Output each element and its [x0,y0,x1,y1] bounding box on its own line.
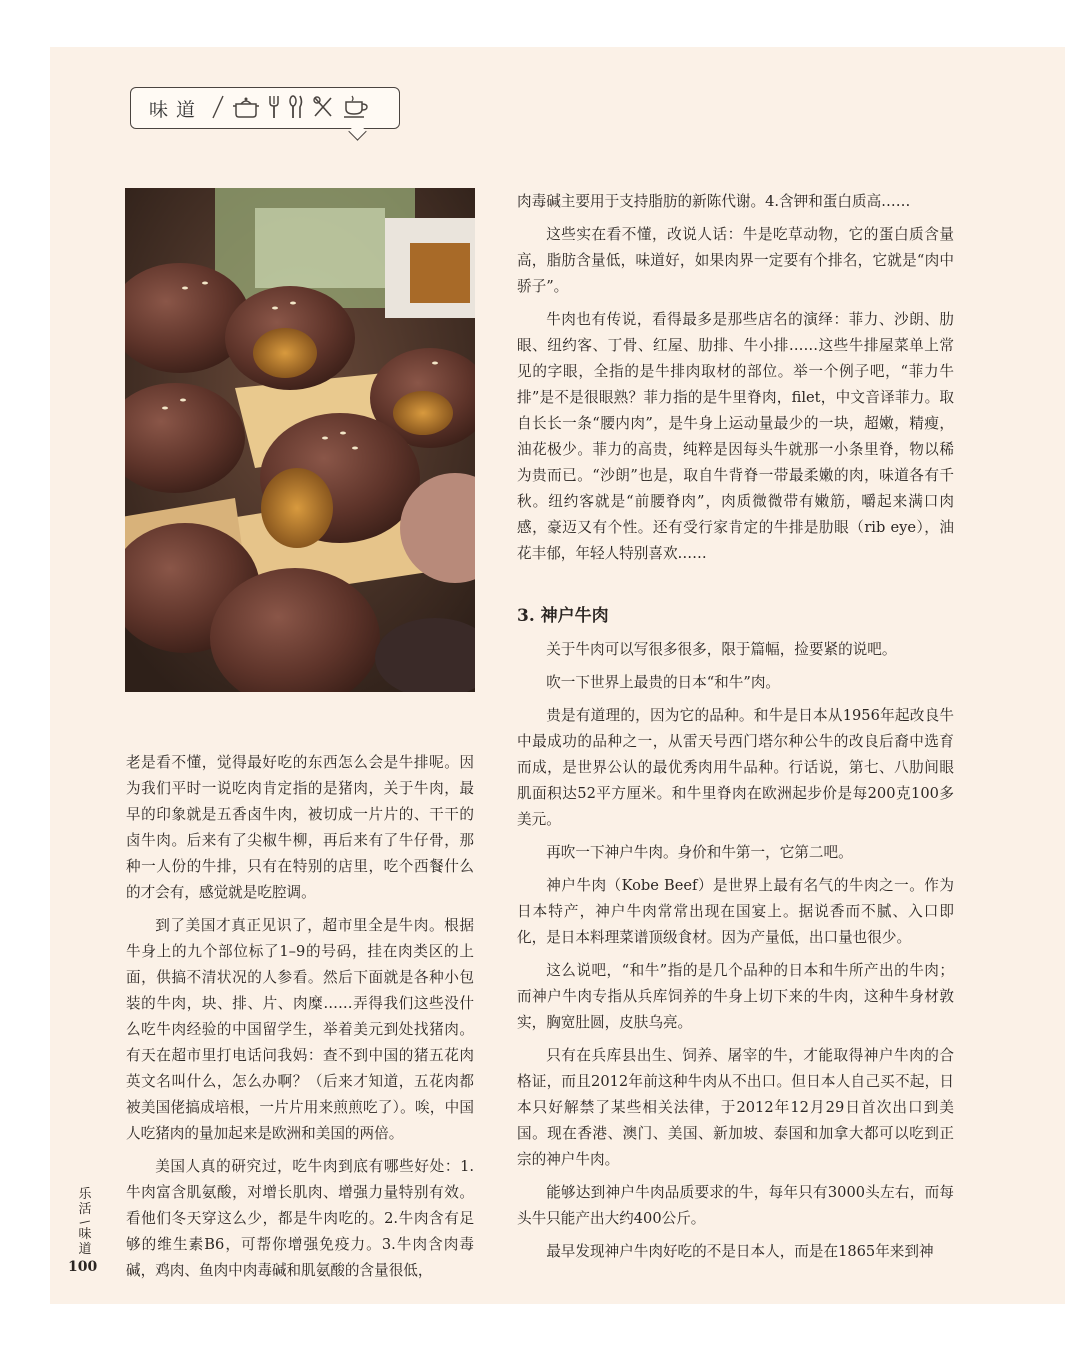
side-label-top: 乐活 [78,1187,92,1217]
teacup-icon [342,94,370,120]
paragraph: 吹一下世界上最贵的日本“和牛”肉。 [546,674,781,691]
paragraph: 关于牛肉可以写很多很多，限于篇幅，捡要紧的说吧。 [546,641,897,658]
side-label-slash: / [77,1216,93,1228]
spoon-knife-icon [288,94,304,120]
paragraph: 这些实在看不懂，改说人话：牛是吃草动物，它的蛋白质含量高，脂肪含量低，味道好，如果肉界一定要有个排名，它就是“肉中骄子”。 [517,226,954,295]
magazine-page [50,47,1065,1304]
paragraph: 老是看不懂，觉得最好吃的东西怎么会是牛排呢。因为我们平时一说吃肉肯定指的是猪肉，关于牛肉，最早的印象就是五香卤牛肉，被切成一片片的、干干的卤牛肉。后来有了尖椒牛柳，再后来有了牛仔骨，那种一人份的牛排，只有在特别的店里，吃个西餐什么的才会有，感觉就是吃腔调。 [126,754,474,901]
right-text-column [517,189,954,1272]
pot-icon [232,94,260,120]
paragraph: 牛肉也有传说，看得最多是那些店名的演绎：菲力、沙朗、肋眼、纽约客、丁骨、红屋、肋排、牛小排……这些牛排屋菜单上常见的字眼，全指的是牛排肉取材的部位。举一个例子吧，“菲力牛排”是不是很眼熟？菲力指的是牛里脊肉，filet，中文音译菲力。取自长长一条“腰内肉”，是牛身上运动量最少的一块，超嫩，精瘦，油花极少。菲力的高贵，纯粹是因每头牛就那一小条里脊，物以稀为贵而已。“沙朗”也是，取自牛背脊一带最柔嫩的肉，味道各有千秋。纽约客就是“前腰脊肉”，肉质微微带有嫩筋，嚼起来满口肉感，豪迈又有个性。还有受行家肯定的牛排是肋眼（rib eye），油花丰郁，年轻人特别喜欢…… [517,311,954,562]
beef-rolls-illustration [125,188,475,692]
paragraph: 神户牛肉（Kobe Beef）是世界上最有名气的牛肉之一。作为日本特产，神户牛肉常常出现在国宴上。据说香而不腻、入口即化，是日本料理菜谱顶级食材。因为产量低，出口量也很少。 [517,877,954,946]
paragraph: 这么说吧，“和牛”指的是几个品种的日本和牛所产出的牛肉；而神户牛肉专指从兵库饲养的牛身上切下来的牛肉，这种牛身材敦实，胸宽肚圆，皮肤乌亮。 [517,962,954,1031]
fork-icon [267,94,281,120]
paragraph: 肉毒碱主要用于支持脂肪的新陈代谢。4.含钾和蛋白质高…… [517,193,911,210]
paragraph: 再吹一下神户牛肉。身价和牛第一，它第二吧。 [546,844,853,861]
header-icon-row [211,92,370,122]
paragraph: 最早发现神户牛肉好吃的不是日本人，而是在1865年来到神 [546,1243,934,1260]
paragraph: 贵是有道理的，因为它的品种。和牛是日本从1956年起改良牛中最成功的品种之一，从雷天号西门塔尔种公牛的改良后裔中选育而成，是世界公认的最优秀肉用牛品种。行话说，第七、八肋间眼肌面积达52平方厘米。和牛里脊肉在欧洲起步价是每200克100多美元。 [517,707,954,828]
paragraph: 只有在兵库县出生、饲养、屠宰的牛，才能取得神户牛肉的合格证，而且2012年前这种牛肉从不出口。但日本人自己买不起，日本只好解禁了某些相关法律，于2012年12月29日首次出口到美国。现在香港、澳门、美国、新加坡、泰国和加拿大都可以吃到正宗的神户牛肉。 [517,1047,954,1168]
side-label-bottom: 味道 [78,1227,92,1257]
side-section-label [74,1187,96,1257]
header-tab-pointer [348,122,366,140]
section-header-tab [130,87,400,129]
section-heading: 3. 神户牛肉 [517,606,609,626]
page-number: 100 [68,1259,98,1275]
left-text-column [126,750,474,1291]
paragraph: 到了美国才真正见识了，超市里全是牛肉。根据牛身上的九个部位标了1–9的号码，挂在肉类区的上面，供搞不清状况的人参看。然后下面就是各种小包装的牛肉，块、排、片、肉糜……弄得我们这些没什么吃牛肉经验的中国留学生，举着美元到处找猪肉。有天在超市里打电话问我妈：查不到中国的猪五花肉英文名叫什么，怎么办啊？（后来才知道，五花肉都被美国佬搞成培根，一片片用来煎煎吃了）。唉，中国人吃猪肉的量加起来是欧洲和美国的两倍。 [126,917,474,1142]
crossed-utensils-icon [311,94,335,120]
section-title: 味道 [149,99,204,121]
paragraph: 能够达到神户牛肉品质要求的牛，每年只有3000头左右，而每头牛只能产出大约400公斤。 [517,1184,954,1227]
divider-slash-icon [211,92,225,122]
beef-rolls-photo [125,188,475,692]
paragraph: 美国人真的研究过，吃牛肉到底有哪些好处：1.牛肉富含肌氨酸，对增长肌肉、增强力量特别有效。看他们冬天穿这么少，都是牛肉吃的。2.牛肉含有足够的维生素B6，可帮你增强免疫力。3.牛肉含肉毒碱，鸡肉、鱼肉中肉毒碱和肌氨酸的含量很低， [126,1158,474,1279]
